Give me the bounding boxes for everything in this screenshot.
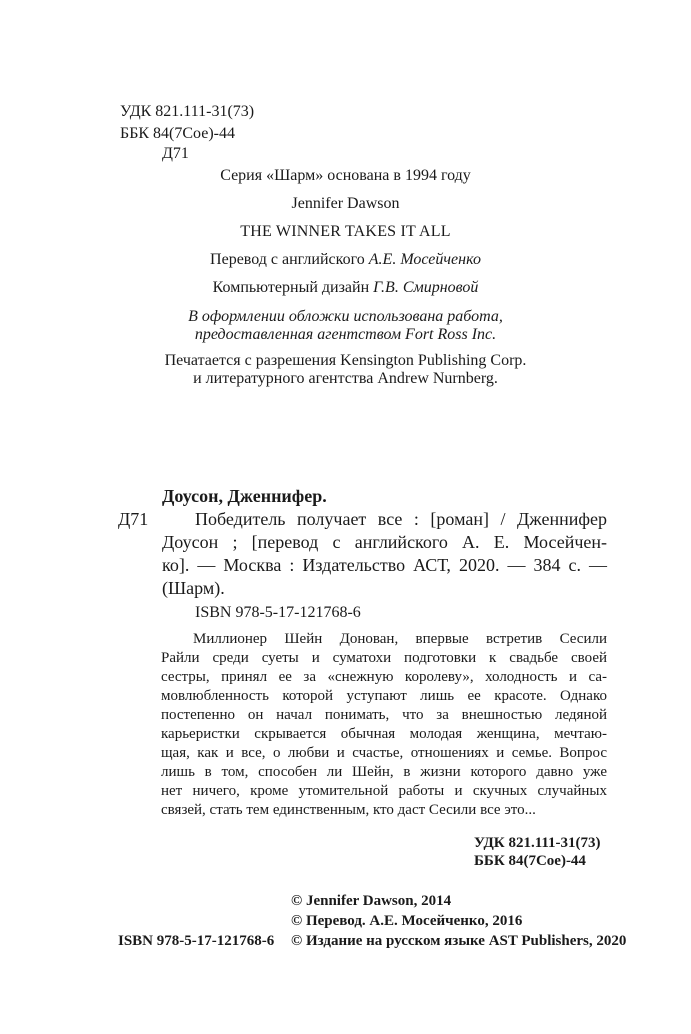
design-label: Компьютерный дизайн — [212, 279, 374, 296]
annotation-line: постепенно он начал понимать, что за внешностью ледяной — [161, 707, 607, 723]
udk-code: УДК 821.111-31(73) — [120, 103, 255, 120]
bib-line-2: Доусон ; [перевод с английского А. Е. Мосейчен- — [162, 532, 607, 552]
author-original: Jennifer Dawson — [291, 195, 400, 212]
cover-note-line-1: В оформлении обложки использована работа, — [188, 308, 503, 325]
title-original: THE WINNER TAKES IT ALL — [240, 223, 451, 240]
designer-name: Г.В. Смирновой — [373, 279, 479, 296]
bib-code: Д71 — [118, 509, 149, 529]
annotation-line: лишь в том, способен ли Шейн, в жизни которого давно уже — [161, 764, 607, 780]
annotation-line: нет ничего, кроме утомительной работы и скучных случайных — [161, 783, 607, 799]
translation-credit — [0, 252, 691, 268]
annotation-line: мовлюбленность которой уступают лишь ее красоте. Однако — [161, 688, 607, 704]
bib-line-3: ко]. — Москва : Издательство АСТ, 2020. — 384 с. — — [162, 555, 607, 575]
footer-bbk-code: ББК 84(7Сое)-44 — [474, 853, 586, 869]
bbk-code: ББК 84(7Сое)-44 — [120, 125, 235, 142]
copyright-edition: © Издание на русском языке AST Publishers, 2020 — [291, 933, 627, 949]
cover-note-line-2: предоставленная агентством Fort Ross Inc. — [194, 326, 497, 343]
design-credit — [0, 280, 691, 296]
translation-label: Перевод с английского — [210, 251, 369, 268]
author-sign-code: Д71 — [162, 145, 189, 162]
annotation-line: связей, стать тем единственным, кто даст Сесили все это... — [161, 802, 536, 818]
annotation-line: сестры, принял ее за «снежную королеву», холодность и са- — [161, 669, 607, 685]
annotation-line: Райли среди суеты и суматохи подготовки к свадьбе своей — [161, 650, 607, 666]
annotation-line: карьеристки скрывается обычная молодая женщина, мечтаю- — [161, 726, 607, 742]
annotation-line: щая, как и все, о любви и счастье, отношениях и семье. Вопрос — [161, 745, 607, 761]
translator-name: А.Е. Мосейченко — [368, 251, 481, 268]
bib-line-1: Победитель получает все : [роман] / Дженнифер — [195, 509, 607, 529]
bib-isbn: ISBN 978-5-17-121768-6 — [195, 604, 361, 621]
bib-author-heading: Доусон, Дженнифер. — [162, 486, 327, 506]
copyright-translation: © Перевод. А.Е. Мосейченко, 2016 — [291, 913, 523, 929]
bib-line-4: (Шарм). — [162, 578, 225, 598]
series-note: Серия «Шарм» основана в 1994 году — [220, 167, 471, 184]
footer-udk-code: УДК 821.111-31(73) — [474, 835, 601, 851]
annotation-line: Миллионер Шейн Донован, впервые встретив Сесили — [193, 631, 607, 647]
footer-isbn: ISBN 978-5-17-121768-6 — [118, 933, 275, 949]
permission-line-1: Печатается с разрешения Kensington Publishing Corp. — [164, 352, 527, 369]
copyright-author: © Jennifer Dawson, 2014 — [291, 893, 452, 909]
permission-line-2: и литературного агентства Andrew Nurnberg. — [193, 370, 498, 387]
